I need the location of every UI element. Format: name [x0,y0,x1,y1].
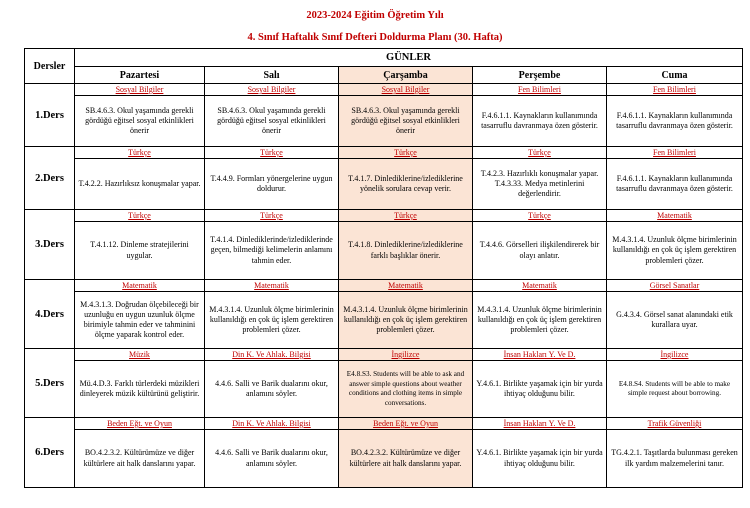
lesson-cell-tuesday [205,84,339,147]
learning-outcome-text: T.4.1.12. Dinleme stratejilerini uygular. [90,240,189,260]
lesson-cell-friday [607,210,743,280]
lesson-row [25,418,743,488]
subject-label: Fen Bilimleri [607,147,742,159]
lesson-number: 6.Ders [25,418,75,488]
subject-label: İngilizce [607,349,742,361]
day-header-wednesday: Çarşamba [339,67,473,84]
subject-label: Görsel Sanatlar [607,280,742,292]
learning-outcome-text: SB.4.6.3. Okul yaşamında gerekli gördüğü eğitsel sosyal etkinlikleri önerir [217,105,326,136]
subject-label: Türkçe [339,210,472,222]
lesson-cell-wednesday [339,349,473,418]
lesson-cell-thursday [473,418,607,488]
lesson-cell-wednesday [339,210,473,280]
learning-outcome-text: F.4.6.1.1. Kaynakların kullanımında tasarruflu davranmaya özen gösterir. [481,110,598,130]
subject-label: Türkçe [205,210,338,222]
learning-outcome-text: Mü.4.D.3. Farklı türlerdeki müzikleri dinleyerek müzik kültürünü geliştirir. [79,378,200,398]
learning-outcome-text: Y.4.6.1. Birlikte yaşamak için bir yurda ihtiyaç olduğunu bilir. [476,378,603,398]
learning-outcome-text: TG.4.2.1. Taşıtlarda bulunması gereken ilk yardım malzemelerini tanır. [611,448,738,468]
day-header-friday: Cuma [607,67,743,84]
subject-label: Türkçe [473,210,606,222]
gunler-header: GÜNLER [75,49,743,67]
learning-outcome-text: BO.4.2.3.2. Kültürümüze ve diğer kültürlere ait halk danslarını yapar. [83,448,196,468]
lesson-row [25,84,743,147]
lesson-cell-wednesday [339,147,473,210]
day-header-thursday: Perşembe [473,67,607,84]
subject-label: Trafik Güvenliği [607,418,742,430]
lesson-row [25,280,743,349]
subject-label: Din K. Ve Ahlak. Bilgisi [205,418,338,430]
lesson-number: 3.Ders [25,210,75,280]
lesson-number: 4.Ders [25,280,75,349]
learning-outcome-text: SB.4.6.3. Okul yaşamında gerekli gördüğü eğitsel sosyal etkinlikleri önerir [351,105,460,136]
lesson-cell-monday [75,147,205,210]
subject-label: Matematik [339,280,472,292]
lesson-cell-monday [75,210,205,280]
lesson-cell-wednesday [339,280,473,349]
learning-outcome-text: T.4.1.8. Dinlediklerine/izlediklerine farklı başlıklar önerir. [348,240,463,260]
lesson-row [25,349,743,418]
lesson-cell-monday [75,84,205,147]
learning-outcome-text: M.4.3.1.3. Doğrudan ölçebileceği bir uzunluğu en uygun uzunluk ölçme birimiyle tahmin eder ve tahminini ölçme yaparak kontrol eder. [80,299,199,340]
lesson-cell-wednesday [339,84,473,147]
learning-outcome-text: M.4.3.1.4. Uzunluk ölçme birimlerinin kullanıldığı en çok üç işlem gerektiren problemleri çözer. [209,304,334,335]
subject-label: İnsan Hakları Y. Ve D. [473,349,606,361]
lesson-cell-thursday [473,280,607,349]
subject-label: Matematik [205,280,338,292]
learning-outcome-text: F.4.6.1.1. Kaynakların kullanımında tasarruflu davranmaya özen gösterir. [616,110,733,130]
learning-outcome-text: T.4.1.4. Dinlediklerinde/izlediklerinde geçen, bilmediği kelimelerin anlamını tahmin eder. [210,235,333,265]
learning-outcome-text: T.4.4.6. Görselleri ilişkilendirerek bir olayı anlatır. [479,240,600,260]
learning-outcome-text: F.4.6.1.1. Kaynakların kullanımında tasarruflu davranmaya özen gösterir. [616,173,733,193]
learning-outcome-text: T.4.2.3. Hazırlıklı konuşmalar yapar. T.4.3.33. Medya metinlerini değerlendirir. [480,168,599,199]
document-subtitle: 4. Sınıf Haftalık Sınıf Defteri Doldurma Planı (30. Hafta) [247,32,503,43]
learning-outcome-text: T.4.1.7. Dinlediklerine/izlediklerine yönelik sorulara cevap verir. [348,173,463,193]
learning-outcome-text: M.4.3.1.4. Uzunluk ölçme birimlerinin kullanıldığı en çok üç işlem gerektiren problemleri çözer. [343,304,468,335]
subject-label: Sosyal Bilgiler [75,84,204,96]
lesson-number: 5.Ders [25,349,75,418]
subject-label: Türkçe [339,147,472,159]
learning-outcome-text: T.4.2.2. Hazırlıksız konuşmalar yapar. [78,178,201,188]
subject-label: Matematik [473,280,606,292]
lesson-cell-tuesday [205,418,339,488]
lesson-number: 2.Ders [25,147,75,210]
subject-label: İnsan Hakları Y. Ve D. [473,418,606,430]
subject-label: Türkçe [75,210,204,222]
subject-label: Müzik [75,349,204,361]
subject-label: Matematik [607,210,742,222]
lesson-cell-thursday [473,84,607,147]
learning-outcome-text: M.4.3.1.4. Uzunluk ölçme birimlerinin kullanıldığı en çok üç işlem gerektiren problemleri çözer. [477,304,602,335]
subject-label: Matematik [75,280,204,292]
subject-label: Türkçe [205,147,338,159]
lesson-row [25,210,743,280]
weekly-plan-table [24,48,743,488]
subject-label: Türkçe [75,147,204,159]
lesson-cell-tuesday [205,280,339,349]
learning-outcome-text: G.4.3.4. Görsel sanat alanındaki etik kurallara uyar. [616,309,733,329]
learning-outcome-text: E4.8.S4. Students will be able to make simple request about borrowing. [618,379,731,397]
day-header-monday: Pazartesi [75,67,205,84]
learning-outcome-text: Y.4.6.1. Birlikte yaşamak için bir yurda ihtiyaç olduğunu bilir. [476,448,603,468]
lesson-cell-monday [75,280,205,349]
learning-outcome-text: BO.4.2.3.2. Kültürümüze ve diğer kültürlere ait halk danslarını yapar. [349,448,462,468]
subject-label: Beden Eğt. ve Oyun [75,418,204,430]
lesson-cell-tuesday [205,147,339,210]
lesson-cell-thursday [473,349,607,418]
lesson-number: 1.Ders [25,84,75,147]
lesson-row [25,147,743,210]
dersler-header: Dersler [25,49,75,84]
lesson-cell-friday [607,280,743,349]
lesson-cell-friday [607,349,743,418]
lesson-cell-tuesday [205,210,339,280]
subject-label: Din K. Ve Ahlak. Bilgisi [205,349,338,361]
learning-outcome-text: SB.4.6.3. Okul yaşamında gerekli gördüğü eğitsel sosyal etkinlikleri önerir [85,105,194,136]
lesson-cell-tuesday [205,349,339,418]
lesson-cell-friday [607,147,743,210]
lesson-cell-friday [607,84,743,147]
day-header-tuesday: Salı [205,67,339,84]
subject-label: Sosyal Bilgiler [339,84,472,96]
document-title: 2023-2024 Eğitim Öğretim Yılı [306,10,444,21]
lesson-cell-thursday [473,210,607,280]
lesson-cell-wednesday [339,418,473,488]
subject-label: Fen Bilimleri [473,84,606,96]
lesson-cell-monday [75,418,205,488]
learning-outcome-text: M.4.3.1.4. Uzunluk ölçme birimlerinin kullanıldığı en çok üç işlem gerektiren problemleri çözer. [612,235,737,265]
subject-label: İngilizce [339,349,472,361]
lesson-cell-monday [75,349,205,418]
lesson-cell-thursday [473,147,607,210]
learning-outcome-text: 4.4.6. Salli ve Barik dualarını okur, anlamını söyler. [215,378,328,398]
learning-outcome-text: 4.4.6. Salli ve Barik dualarını okur, anlamını söyler. [215,448,328,468]
subject-label: Sosyal Bilgiler [205,84,338,96]
subject-label: Fen Bilimleri [607,84,742,96]
learning-outcome-text: E4.8.S3. Students will be able to ask and answer simple questions about weather conditions and clothing items in simple conversations. [346,370,465,407]
learning-outcome-text: T.4.4.9. Formları yönergelerine uygun doldurur. [210,173,333,193]
subject-label: Beden Eğt. ve Oyun [339,418,472,430]
lesson-cell-friday [607,418,743,488]
subject-label: Türkçe [473,147,606,159]
